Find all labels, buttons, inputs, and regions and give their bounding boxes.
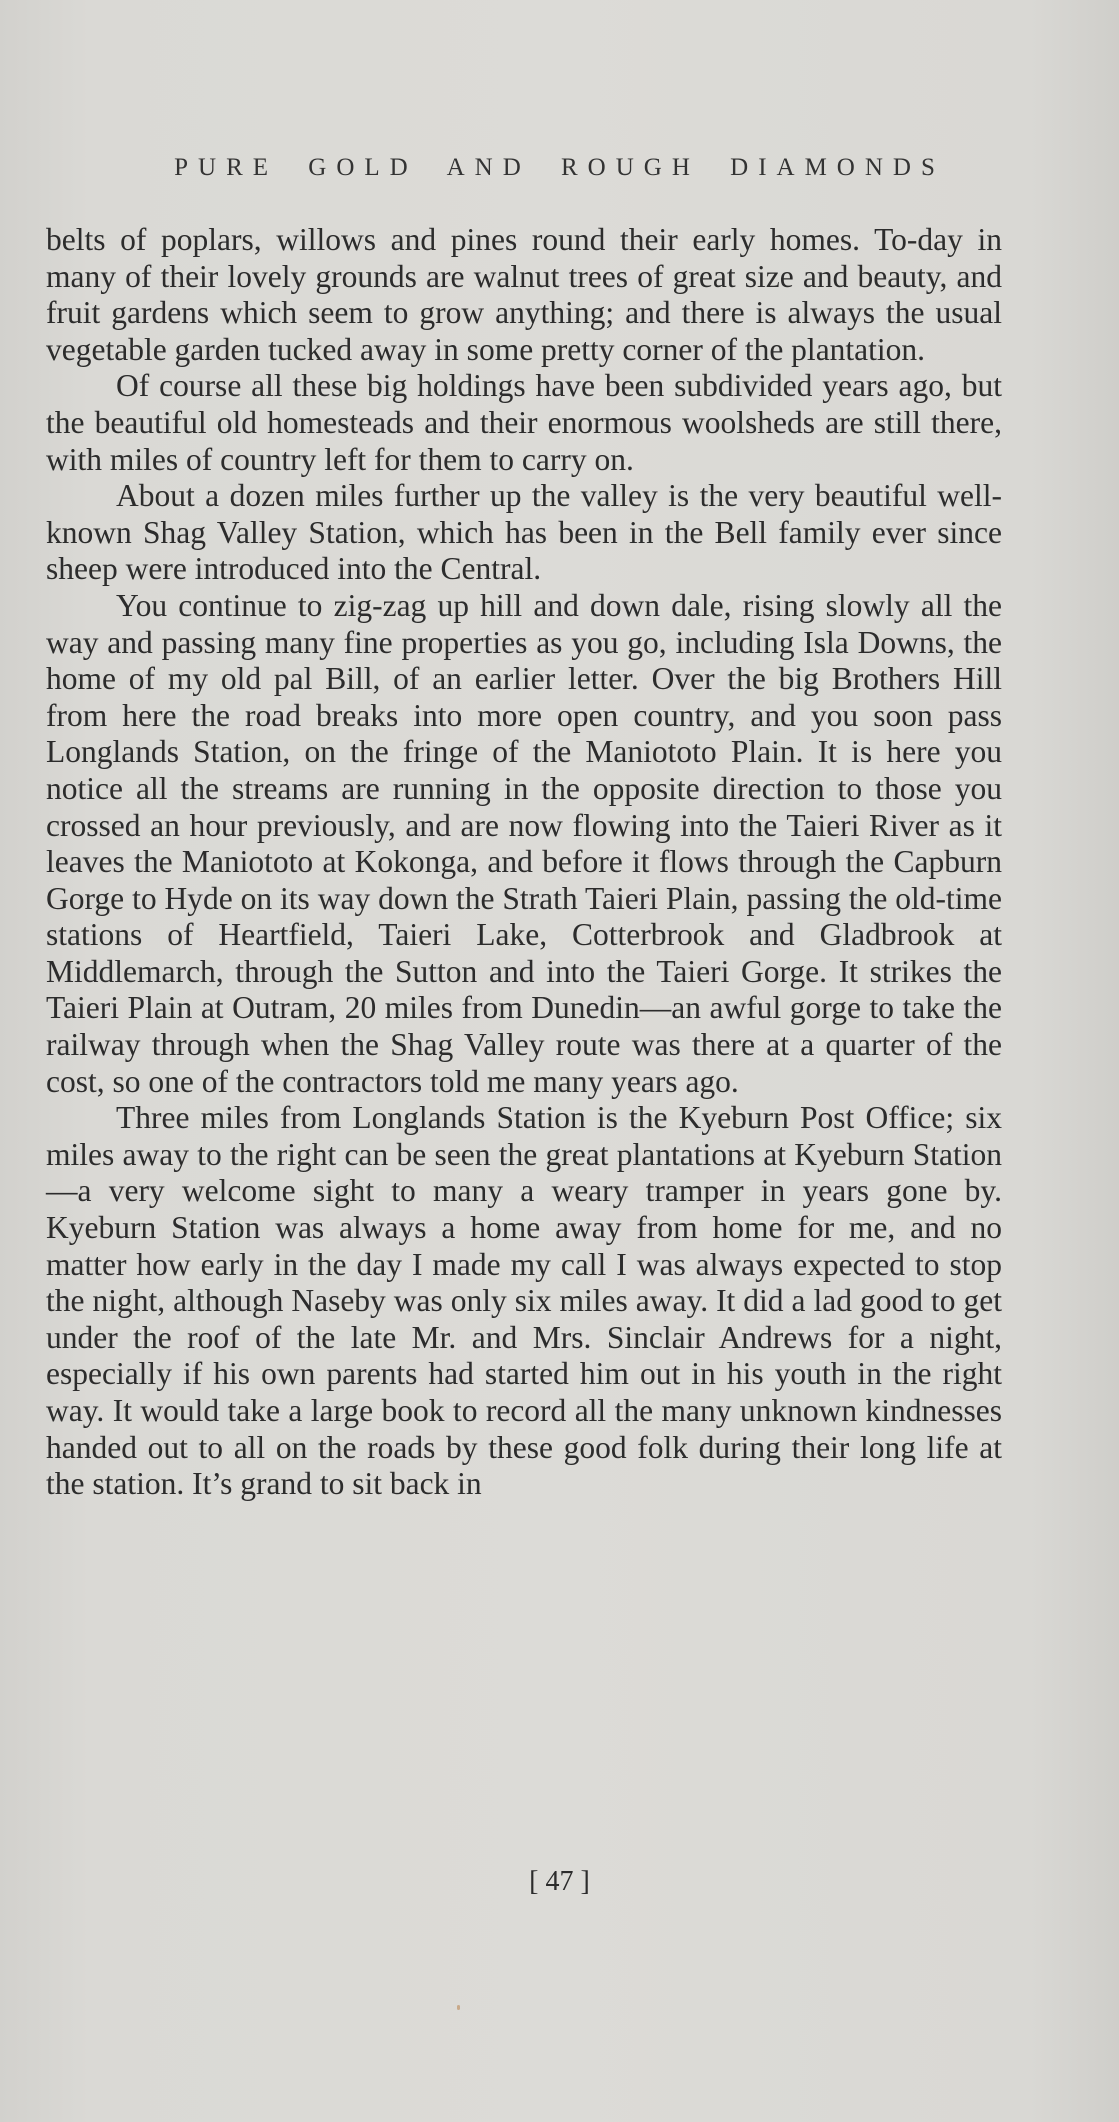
paper-speck: [457, 2005, 460, 2010]
paragraph-1: belts of poplars, willows and pines round their early homes. To-day in many of their lovely grounds are walnut trees of great size and beauty, and fruit gardens which seem to grow anything; and there is always the usual vegetable garden tucked away in some pretty corner of the plantation.: [46, 222, 1002, 367]
running-head: PURE GOLD AND ROUGH DIAMONDS: [174, 154, 945, 181]
paragraph-5: Three miles from Longlands Station is the Kyeburn Post Office; six miles away to the right can be seen the great plantations at Kyeburn Station—a very welcome sight to many a weary tramper in years gone by. Kyeburn Station was always a home away from home for me, and no matter how early in the day I made my call I was always expected to stop the night, although Naseby was only six miles away. It did a lad good to get under the roof of the late Mr. and Mrs. Sinclair Andrews for a night, especially if his own parents had started him out in his youth in the right way. It would take a large book to record all the many unknown kindnesses handed out to all on the roads by these good folk during their long life at the station. It’s grand to sit back in: [46, 1100, 1002, 1502]
paragraph-3: About a dozen miles further up the valley is the very beautiful well-known Shag Valley Station, which has been in the Bell family ever since sheep were introduced into the Central.: [46, 478, 1002, 587]
paragraph-4: You continue to zig-zag up hill and down dale, rising slowly all the way and passing many fine properties as you go, including Isla Downs, the home of my old pal Bill, of an earlier letter. Over the big Brothers Hill from here the road breaks into more open country, and you soon pass Longlands Station, on the fringe of the Maniototo Plain. It is here you notice all the streams are running in the opposite direction to those you crossed an hour previously, and are now flowing into the Taieri River as it leaves the Maniototo at Kokonga, and before it flows through the Capburn Gorge to Hyde on its way down the Strath Taieri Plain, passing the old-time stations of Heartfield, Taieri Lake, Cotterbrook and Gladbrook at Middlemarch, through the Sutton and into the Taieri Gorge. It strikes the Taieri Plain at Outram, 20 miles from Dunedin—an awful gorge to take the railway through when the Shag Valley route was there at a quarter of the cost, so one of the contractors told me many years ago.: [46, 587, 1002, 1099]
paragraph-2: Of course all these big holdings have been subdivided years ago, but the beautiful old homesteads and their enormous woolsheds are still there, with miles of country left for them to carry on.: [46, 368, 1002, 477]
page-number: [ 47 ]: [529, 1866, 590, 1897]
body-text: [46, 222, 1002, 1503]
